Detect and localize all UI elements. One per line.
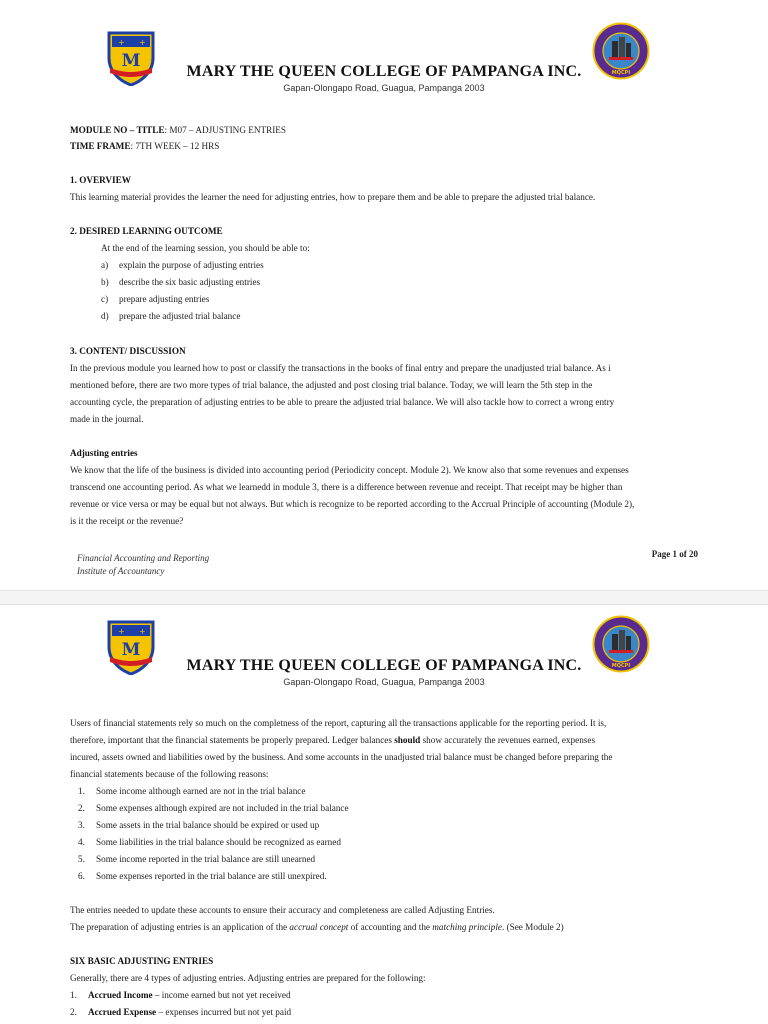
svg-text:+: +	[139, 38, 146, 47]
college-address: Gapan-Olongapo Road, Guagua, Pampanga 2003	[283, 83, 485, 93]
svg-text:+: +	[118, 627, 125, 636]
outcome-item: c) prepare adjusting entries	[101, 294, 210, 304]
should-emphasis: should	[394, 735, 421, 745]
preparation-line: The preparation of adjusting entries is an application of the accrual concept of accounting and the matching principle. (See Module 2)	[70, 922, 564, 932]
overview-heading: 1. OVERVIEW	[70, 175, 131, 185]
outcome-intro: At the end of the learning session, you should be able to:	[101, 243, 310, 253]
time-frame-line	[70, 138, 219, 155]
outcome-item: a) explain the purpose of adjusting entries	[101, 260, 264, 270]
svg-text:M: M	[121, 640, 141, 660]
intro-line: incured, assets owned and liabilities owed by the business. And some accounts in the unadjusted trial balance must be changed before preparing the	[70, 752, 613, 762]
reason-item: 6. Some expenses reported in the trial balance are still unexpired.	[78, 871, 327, 881]
footer-course: Financial Accounting and Reporting	[77, 553, 210, 563]
content-line: accounting cycle, the preparation of adjusting entries to be able to preare the adjusted trial balance. We will also tackle how to correct a wrong entry	[70, 397, 615, 407]
svg-text:+: +	[139, 627, 146, 636]
intro-line: therefore, important that the financial statements be properly prepared. Ledger balances should show accurately the revenues earned, expenses	[70, 735, 596, 745]
six-basic-heading: SIX BASIC ADJUSTING ENTRIES	[70, 956, 214, 966]
svg-text:M: M	[121, 51, 141, 71]
overview-text: This learning material provides the learner the need for adjusting entries, how to prepare them and be able to prepare the adjusted trial balance.	[70, 192, 596, 202]
outcome-item: d) prepare the adjusted trial balance	[101, 311, 241, 321]
adjusting-line: transcend one accounting period. As what we learnedd in module 3, there is a difference between revenue and receipt. That receipt may be higher than	[70, 482, 623, 492]
outcome-item: b) describe the six basic adjusting entries	[101, 277, 261, 287]
svg-text:MQCPI: MQCPI	[611, 70, 631, 76]
content-line: made in the journal.	[70, 414, 144, 424]
institute-seal-logo	[592, 22, 650, 80]
outcome-heading: 2. DESIRED LEARNING OUTCOME	[70, 226, 223, 236]
reason-item: 5. Some income reported in the trial balance are still unearned	[78, 854, 316, 864]
reason-item: 1. Some income although earned are not in the trial balance	[78, 786, 306, 796]
module-label: MODULE NO – TITLE	[70, 125, 165, 135]
page-number: Page 1 of 20	[651, 549, 698, 559]
intro-line: Users of financial statements rely so much on the completness of the report, capturing all the transactions applicable for the reporting period. It is,	[70, 718, 607, 728]
timeframe-value: : 7TH WEEK – 12 HRS	[130, 141, 220, 151]
reason-item: 2. Some expenses although expired are not included in the trial balance	[78, 803, 349, 813]
reason-item: 3. Some assets in the trial balance should be expired or used up	[78, 820, 320, 830]
svg-text:MQCPI: MQCPI	[611, 663, 631, 669]
document-page-2	[0, 605, 768, 1024]
content-heading: 3. CONTENT/ DISCUSSION	[70, 346, 186, 356]
footer-institute: Institute of Accountancy	[77, 566, 165, 576]
institute-seal-logo	[592, 615, 650, 673]
reason-item: 4. Some liabilities in the trial balance should be recognized as earned	[78, 837, 341, 847]
adjusting-entries-heading: Adjusting entries	[70, 448, 138, 458]
adjusting-line: revenue or vice versa or may be equal but not always. But which is recognize to be reported according to the Accrual Principle of accounting (Module 2),	[70, 499, 635, 509]
module-value: : M07 – ADJUSTING ENTRIES	[164, 125, 287, 135]
college-name: MARY THE QUEEN COLLEGE OF PAMPANGA INC.	[186, 657, 582, 674]
intro-line: financial statements because of the following reasons:	[70, 769, 269, 779]
timeframe-label: TIME FRAME	[70, 141, 131, 151]
college-name: MARY THE QUEEN COLLEGE OF PAMPANGA INC.	[186, 63, 582, 80]
entries-definition: The entries needed to update these accounts to ensure their accuracy and completeness are called Adjusting Entries.	[70, 905, 495, 915]
svg-text:+: +	[118, 38, 125, 47]
module-title-line	[70, 122, 286, 139]
content-line: mentioned before, there are two more types of trial balance, the adjusted and post closing trial balance. Today, we will learn the 5th step in the	[70, 380, 593, 390]
six-basic-intro: Generally, there are 4 types of adjusting entries. Adjusting entries are prepared for the following:	[70, 973, 426, 983]
adjusting-type-item: 1. Accrued Income – income earned but not yet received	[70, 990, 291, 1000]
college-address: Gapan-Olongapo Road, Guagua, Pampanga 2003	[283, 677, 485, 687]
adjusting-line: We know that the life of the business is divided into accounting period (Periodicity concept. Module 2). We know also that some revenues and expenses	[70, 465, 629, 475]
content-line: In the previous module you learned how to post or classify the transactions in the books of final entry and prepare the unadjusted trial balance. As i	[70, 363, 611, 373]
adjusting-line: is it the receipt or the revenue?	[70, 516, 184, 526]
page-separator	[0, 590, 768, 605]
adjusting-type-item: 2. Accrued Expense – expenses incurred but not yet paid	[70, 1007, 292, 1017]
